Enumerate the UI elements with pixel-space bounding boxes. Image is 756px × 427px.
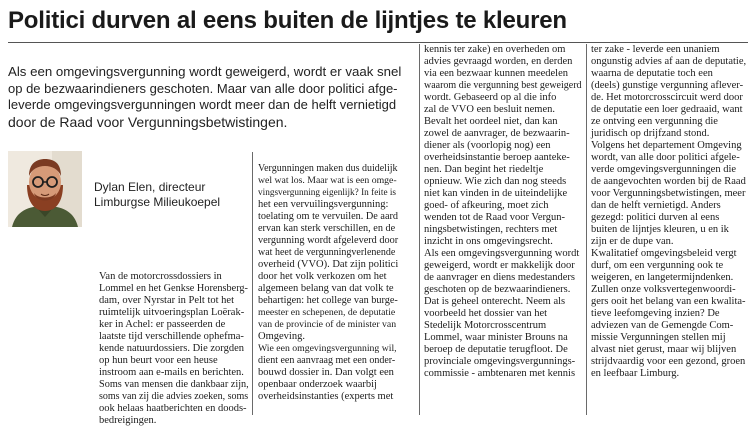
- column-text-line: zowel de aanvrager, de bezwaarin-: [424, 128, 570, 139]
- column-text-line: de deputatie een loer gedraaid, want: [591, 104, 743, 115]
- body-column-2: [258, 163, 398, 403]
- column-text-line: laatste tijd verschillende ophefma-: [99, 331, 244, 342]
- column-text-line: geschoten op de bezwaarindieners.: [424, 284, 571, 295]
- column-text-line: geweigerd, wordt er makkelijk door: [424, 260, 575, 271]
- body-column-1: [99, 271, 249, 427]
- column-text-line: dam, over Nyrstar in Pelt tot het: [99, 295, 235, 306]
- column-text-line: en leefbaar Limburg.: [591, 368, 680, 379]
- column-text-line: juridisch op drijfzand stond.: [591, 128, 710, 139]
- column-text-line: diener als (voorlopig nog) een: [424, 140, 551, 151]
- column-text-line: provinciale omgevingsvergunnings-: [424, 356, 576, 367]
- column-text-line: alvast niet gerust, maar wij blijven: [591, 344, 737, 355]
- column-text-line: Zullen onze volksvertegenwoordi-: [591, 284, 736, 295]
- column-text-line: wordt. Gebaseerd op al die info: [424, 92, 557, 103]
- column-text-line: voor Vergunningsbetwistingen, meer: [591, 188, 746, 199]
- column-text-line: adviezen van de Gemengde Com-: [591, 320, 734, 331]
- column-text-line: niet kan vinden in de uiteindelijke: [424, 188, 568, 199]
- column-text-line: Lommel, waar minister Brouns na: [424, 332, 568, 343]
- headline-divider: [8, 42, 748, 43]
- column-text-line: waarna de deputatie toch een: [591, 68, 713, 79]
- column-text-line: zal de VVO een besluit nemen.: [424, 104, 556, 115]
- column-text-line: advies gevraagd worden, en derden: [424, 56, 573, 67]
- column-text-line: van de provincie of de minister van: [258, 319, 397, 330]
- column-text-line: dan de helft vernietigd. Anders: [591, 200, 721, 211]
- column-text-line: soms van zij die advies zoeken, soms: [99, 391, 249, 402]
- column-text-line: overheidsinstantie beroep aanteke-: [424, 152, 570, 163]
- column-divider: [419, 44, 420, 415]
- column-text-line: commissie - ambtenaren met kennis: [424, 368, 576, 379]
- column-text-line: gezegd: politici durven al eens: [591, 212, 720, 223]
- column-text-line: vingsvergunning eigenlijk? In feite is: [258, 188, 397, 198]
- intro-line: op de bezwaarindieners geschoten. Maar van alle door politici afge-: [8, 80, 398, 96]
- column-text-line: gers ooit het belang van een kwalita-: [591, 296, 746, 307]
- column-text-line: beroep de deputatie terugfloot. De: [424, 344, 568, 355]
- column-text-line: Kwalitatief omgevingsbeleid vergt: [591, 248, 737, 259]
- column-text-line: ter zake - leverde een unaniem: [591, 44, 720, 55]
- column-divider: [252, 152, 253, 415]
- column-text-line: Omgeving.: [258, 331, 305, 342]
- column-text-line: wenden tot de Raad voor Vergun-: [424, 212, 566, 223]
- column-text-line: vergunning wordt afgeleverd door: [258, 235, 399, 246]
- column-text-line: Als een omgevingsvergunning wordt: [424, 248, 580, 259]
- column-text-line: ook helaas haatberichten en doods-: [99, 403, 247, 414]
- column-text-line: missie Vergunningen stellen mij: [591, 332, 726, 343]
- column-text-line: buiten de lijntjes kleuren, u en ik: [591, 224, 729, 235]
- column-text-line: algemeen belang van dat volk te: [258, 283, 394, 294]
- column-text-line: wordt, van alle door politici afgele-: [591, 152, 740, 163]
- column-text-line: Dat is geheel onterecht. Neem als: [424, 296, 566, 307]
- column-text-line: ningsbetwistingen, rechters met: [424, 224, 558, 235]
- column-text-line: het een vervuilingsvergunning:: [258, 199, 389, 210]
- column-text-line: strijdvaardig voor een gezond, groen: [591, 356, 746, 367]
- column-text-line: Soms van mensen die dankbaar zijn,: [99, 379, 249, 390]
- column-text-line: verde omgevingsvergunningen die: [591, 164, 737, 175]
- column-text-line: ruimtelijk uitvoeringsplan Loërak-: [99, 307, 245, 318]
- column-text-line: openbaar onderzoek waarbij: [258, 379, 377, 390]
- author-name: Dylan Elen, directeur: [94, 180, 206, 194]
- body-column-3: [424, 44, 584, 380]
- column-text-line: toelating om te vervuilen. De aard: [258, 211, 399, 222]
- author-credit: [94, 180, 220, 209]
- column-text-line: overheidsinstanties (experts met: [258, 391, 394, 402]
- column-text-line: voorbeeld het dossier van het: [424, 308, 548, 319]
- column-text-line: inzicht in ons omgevingsrecht.: [424, 236, 553, 247]
- column-text-line: de aangevochten worden bij de Raad: [591, 176, 746, 187]
- column-text-line: opnieuw. Wie zich dan nog steeds: [424, 176, 567, 187]
- column-text-line: door het volk verkozen om het: [258, 271, 387, 282]
- column-divider: [586, 44, 587, 415]
- column-text-line: op hun beurt voor een heuse: [99, 355, 218, 366]
- column-text-line: ervan kan sterk verschillen, en de: [258, 223, 396, 234]
- column-text-line: wel wat los. Maar wat is een omge-: [258, 175, 397, 186]
- column-text-line: meester en schepenen, de deputatie: [258, 307, 396, 318]
- body-column-4: [591, 44, 751, 380]
- article-headline: Politici durven al eens buiten de lijntjes te kleuren: [8, 7, 567, 34]
- column-text-line: ze ontving een vergunning die: [591, 116, 718, 127]
- column-text-line: Volgens het departement Omgeving: [591, 140, 742, 151]
- column-text-line: de. Het motorcrosscircuit werd door: [591, 92, 743, 103]
- column-text-line: durf, om een vergunning ook te: [591, 260, 724, 271]
- column-text-line: Lommel en het Genkse Horensberg-: [99, 283, 248, 294]
- column-text-line: weigeren, en langetermijndenken.: [591, 272, 734, 283]
- column-text-line: ongunstig advies af aan de deputatie,: [591, 56, 747, 67]
- column-text-line: instroom aan e-mails en berichten.: [99, 367, 244, 378]
- column-text-line: via een bezwaar kunnen meedelen: [424, 68, 569, 79]
- column-text-line: Vergunningen maken dus duidelijk: [258, 163, 398, 174]
- column-text-line: Bevalt het oordeel niet, dan kan: [424, 116, 558, 127]
- column-text-line: nen. Dan begint het riedeltje: [424, 164, 544, 175]
- column-text-line: behartigen: het college van burge-: [258, 295, 398, 306]
- column-text-line: de aanvrager en diens medestanders: [424, 272, 576, 283]
- column-text-line: overheid (VVO). Dat zijn politici: [258, 259, 399, 270]
- intro-line: leverde omgevingsvergunningen wordt meer dan de helft vernietigd: [8, 97, 397, 112]
- column-text-line: bouwd dossier in. Dan volgt een: [258, 367, 394, 378]
- column-text-line: bedreigingen.: [99, 415, 157, 426]
- article-intro: [8, 64, 400, 130]
- column-text-line: Stedelijk Motorcrosscentrum: [424, 320, 547, 331]
- column-text-line: goed- of afkeuring, moet zich: [424, 200, 549, 211]
- author-organisation: Limburgse Milieukoepel: [94, 194, 221, 209]
- column-text-line: dient een aanvraag met een onder-: [258, 355, 396, 366]
- column-text-line: waarom die vergunning best geweigerd: [424, 80, 582, 91]
- author-portrait-illustration: [8, 151, 82, 227]
- intro-line: Als een omgevingsvergunning wordt geweigerd, wordt er vaak snel: [8, 64, 402, 79]
- intro-line: door de Raad voor Vergunningsbetwistingen.: [8, 113, 288, 130]
- column-text-line: tieve leefomgeving inzien? De: [591, 308, 720, 319]
- column-text-line: Van de motorcrossdossiers in: [99, 271, 222, 282]
- column-text-line: wat heet de vergunningverlenende: [258, 247, 396, 258]
- column-text-line: kennis ter zake) en overheden om: [424, 44, 566, 55]
- author-photo: [8, 151, 82, 227]
- column-text-line: (deels) gunstige vergunning aflever-: [591, 80, 744, 91]
- column-text-line: Wie een omgevingsvergunning wil,: [258, 343, 397, 354]
- column-text-line: kende natuurdossiers. Die zorgden: [99, 343, 245, 354]
- column-text-line: ker in Achel: er passeerden de: [99, 319, 226, 330]
- column-text-line: zijn er de dupe van.: [591, 236, 674, 247]
